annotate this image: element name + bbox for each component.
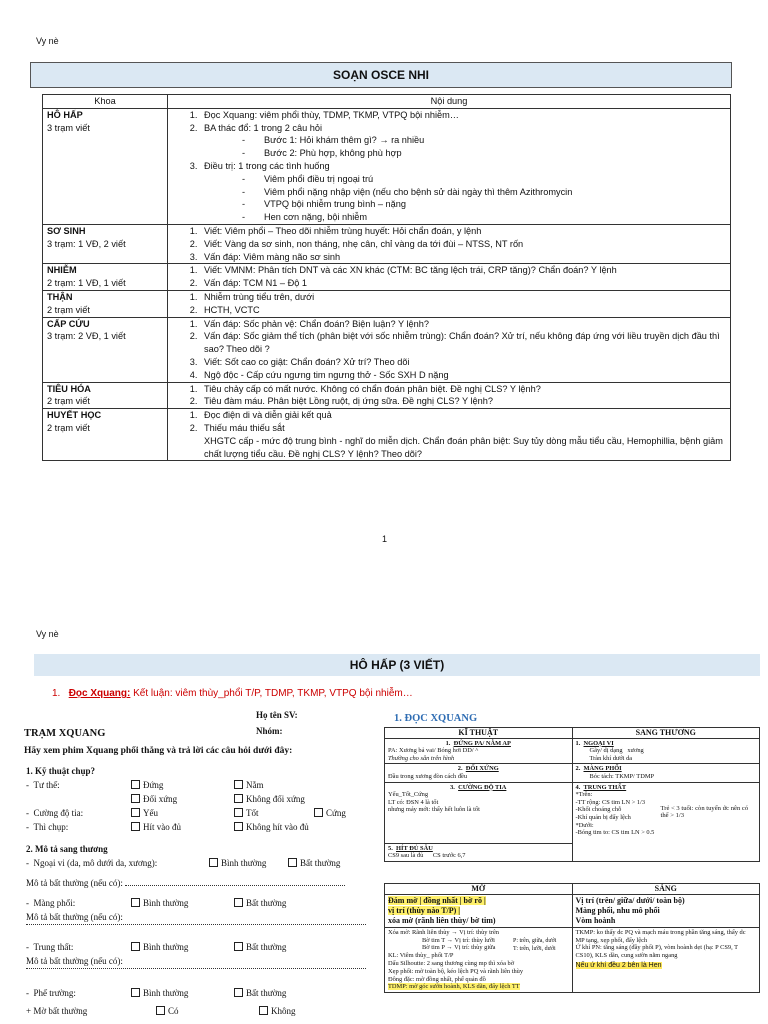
opt-ngoai-vi-bt[interactable]: Bình thường (209, 858, 266, 868)
content-cell (168, 409, 731, 461)
khoa-name: HUYẾT HỌC (47, 410, 102, 421)
phe-truong-label: Phế trường: (33, 988, 76, 998)
checkbox-icon (234, 822, 243, 831)
khoa-cell (43, 264, 168, 291)
answer-line[interactable] (26, 924, 366, 925)
content-cell (168, 290, 731, 317)
opt-khong[interactable]: Không (259, 1006, 296, 1016)
khoa-cell (43, 224, 168, 263)
content-extra: XHGTC cấp - mức độ trung bình - nghĩ do miễn dịch. Chẩn đoán phân biệt: Suy tủy dòng mẫu tiểu cầu, Hemophillia, bệnh giảm chất lượng tiểu cầu. Đề nghị CLS? Y lệnh? Theo dõi? (204, 435, 723, 459)
opt-ngoai-vi-bat[interactable]: Bất thường (288, 858, 340, 868)
s4-cell: 4. TRUNG THẤT *Trên: -TT rộng: CS tim LN > 1/3 -Khối choáng chỗ -Khí quản bị đẩy lệch *Dưới: -Bóng tim to: CS tim LN > 0.5 Trẻ < 3 tuổi: còn tuyến ức nên có thể > 1/3 (572, 782, 760, 861)
content-item: 1. Viết: VMNM: Phân tích DNT và các XN khác (CTM: BC tăng lệch trái, CRP tăng)? Chẩn đoán? Y lệnh (200, 264, 726, 277)
page-title: SOẠN OSCE NHI (30, 62, 732, 88)
instruction: Hãy xem phim Xquang phổi thẳng và trả lời các câu hỏi dưới đây: (24, 746, 293, 756)
opt-co[interactable]: Có (156, 1006, 179, 1016)
khoa-stations: 2 trạm viết (47, 422, 90, 433)
content-item: 2. Thiếu máu thiếu sắt (200, 422, 726, 435)
content-item: 2. Viết: Vàng da sơ sinh, non tháng, nhẹ cân, chỉ vàng da tới đùi – NTSS, NT rốn (200, 238, 726, 251)
opt-khong-doi-xung[interactable]: Không đối xứng (234, 794, 305, 804)
k5-cell: 5. HÍT ĐỦ SÂU CS9 sau là đủ CS trước 6,7 (385, 843, 573, 861)
khoa-cell (43, 317, 168, 382)
opt-trung-that-bt[interactable]: Bình thường (131, 942, 188, 952)
checkbox-icon (131, 808, 140, 817)
khoa-row (43, 264, 731, 291)
opt-mang-phoi-bt[interactable]: Bình thường (131, 898, 188, 908)
mo-sang-table (384, 883, 760, 993)
ngoai-vi-label: Ngoại vi (da, mô dưới da, xương): (33, 858, 158, 868)
checkbox-icon (156, 1006, 165, 1015)
sub-item: - Viêm phổi nặng nhập viện (nếu cho bệnh sử dài ngày thì thêm Azithromycin (260, 186, 726, 199)
col-mo: MỜ (385, 884, 573, 895)
ki-thuat-table (384, 727, 760, 862)
k2-cell: 2. ĐỐI XỨNG Đầu trong xương đòn cách đều (385, 764, 573, 782)
author-label-2: Vy nè (36, 629, 59, 639)
mang-phoi-label: Màng phổi: (33, 898, 76, 908)
khoa-row (43, 409, 731, 461)
checkbox-icon (234, 942, 243, 951)
content-item: 1. Vấn đáp: Sốc phản vệ: Chẩn đoán? Biện luận? Y lệnh? (200, 318, 726, 331)
content-item: 3. Viết: Sốt cao co giật: Chẩn đoán? Xử trí? Theo dõi (200, 356, 726, 369)
content-item: 2. BA thác đổ: 1 trong 2 câu hỏi - Bước 1: Hỏi khám thêm gì? → ra nhiều - Bước 2: Phù hợp, không phù hợp (200, 122, 726, 160)
col-ki-thuat: KĨ THUẬT (385, 728, 573, 739)
khoa-stations: 3 trạm viết (47, 122, 90, 133)
khoa-stations: 3 trạm: 1 VĐ, 2 viết (47, 238, 126, 249)
content-item: 3. Điều trị: 1 trong các tình huống - Viêm phổi điều trị ngoại trú - Viêm phổi nặng nhập viện (nếu cho bệnh sử dài ngày thì thêm Azithromycin - VTPQ bội nhiễm trung bình – nặng - Hen cơn nặng, bội nhiễm (200, 160, 726, 224)
khoa-name: TIÊU HÓA (47, 383, 91, 394)
checkbox-icon (209, 858, 218, 867)
content-cell (168, 264, 731, 291)
q2-title: 2. Mô tả sang thương (26, 844, 108, 854)
opt-phe-truong-bat[interactable]: Bất thường (234, 988, 286, 998)
opt-trung-that-bat[interactable]: Bất thường (234, 942, 286, 952)
sub-item: - Viêm phổi điều trị ngoại trú (260, 173, 726, 186)
reading-heading: 1. ĐỌC XQUANG (394, 713, 478, 724)
mo-ta-3[interactable]: Mô tả bất thường (nếu có): (26, 956, 123, 966)
checkbox-icon (131, 988, 140, 997)
khoa-name: SƠ SINH (47, 225, 86, 236)
khoa-stations: 3 trạm: 2 VĐ, 1 viết (47, 331, 126, 342)
khoa-row (43, 317, 731, 382)
col-sang-thuong: SANG THƯƠNG (572, 728, 760, 739)
khoa-cell (43, 290, 168, 317)
opt-yeu[interactable]: Yếu (131, 808, 158, 818)
page-number: 1 (382, 534, 388, 544)
content-cell (168, 382, 731, 409)
sub-item: - Bước 2: Phù hợp, không phù hợp (260, 147, 726, 160)
col-khoa: Khoa (43, 95, 168, 109)
content-item: 1. Nhiễm trùng tiểu trên, dưới (200, 291, 726, 304)
author-label: Vy nè (36, 36, 59, 46)
mo-bat-thuong-label: + Mờ bất thường (26, 1006, 88, 1016)
checkbox-icon (131, 898, 140, 907)
sub-item: - Bước 1: Hỏi khám thêm gì? → ra nhiều (260, 134, 726, 147)
checkbox-icon (131, 780, 140, 789)
sub-item: - Hen cơn nặng, bội nhiễm (260, 211, 726, 224)
opt-nam[interactable]: Nằm (234, 780, 264, 790)
content-item: 4. Ngộ độc - Cấp cứu ngưng tim ngưng thở - Sốc SXH D nặng (200, 369, 726, 382)
s1-cell: 1. NGOẠI VI Gãy/ dị dạng xương Tràn khí dưới da (572, 738, 760, 764)
content-item: 2. Tiêu đàm máu. Phân biệt Lồng ruột, dị ứng sữa. Đề nghị CLS? Y lệnh? (200, 395, 726, 408)
content-item: 1. Đọc điện di và diễn giải kết quả (200, 409, 726, 422)
sub-item: - VTPQ bội nhiễm trung bình – nặng (260, 198, 726, 211)
checkbox-icon (314, 808, 323, 817)
mo-ta-1[interactable]: Mô tả bất thường (nếu có): (26, 878, 370, 888)
khoa-row (43, 224, 731, 263)
content-item: 2. Vấn đáp: Sốc giảm thể tích (phân biệt với sốc nhiễm trùng): Chẩn đoán? Xử trí, nếu không đáp ứng với liều truyền dịch đầu thì sao? Theo dõi ? (200, 330, 726, 356)
tram-title: TRẠM XQUANG (24, 728, 106, 739)
khoa-name: CẤP CỨU (47, 318, 90, 329)
q1-title: 1. Kỹ thuật chụp? (26, 766, 96, 776)
cuong-do-tia-label: Cường độ tia: (33, 808, 84, 818)
k3-cell: 3. CƯỜNG ĐỘ TIA Yếu_Tốt_Cứng LT có: ĐSN 4 là tốt nhưng máy mới: thấy hết luôn là tốt (385, 782, 573, 843)
content-item: 3. Vấn đáp: Viêm màng não sơ sinh (200, 251, 726, 264)
checkbox-icon (234, 794, 243, 803)
answer-line[interactable] (26, 968, 366, 969)
mo-detail: Xóa mờ: Rãnh liên thùy → Vị trí: thùy trên Bờ tim T → Vị trí: thùy lưỡi Bờ tim P → Vị trí: thùy giữa KL: Viêm thùy_ phổi T/P Dấu Silhoutte: 2 sang thương cùng mp thì xóa bờ Xẹp phổi: mờ toàn bộ, kéo lệch PQ và rãnh liên thùy Đông đặc: mờ đồng nhất, phế quản đồ TDMP: mờ góc sườn hoành, KLS dãn, đẩy lệch TT P: trên, giữa, dưới T: trên, lưỡi, dưới (385, 927, 573, 992)
opt-dung[interactable]: Đứng (131, 780, 163, 790)
content-item: 1. Viết: Viêm phổi – Theo dõi nhiễm trùng huyết: Hỏi chẩn đoán, y lệnh (200, 225, 726, 238)
section-title: HÔ HẤP (3 VIẾT) (34, 654, 760, 676)
content-cell (168, 108, 731, 224)
xquang-line (52, 688, 413, 699)
nhom-label: Nhóm: (256, 726, 283, 736)
khoa-name: NHIỄM (47, 265, 77, 276)
content-cell (168, 224, 731, 263)
content-item: 1. Đọc Xquang: viêm phổi thùy, TDMP, TKMP, VTPQ bội nhiễm… (200, 109, 726, 122)
col-noi-dung: Nội dung (168, 95, 731, 109)
checkbox-icon (131, 942, 140, 951)
item-text: Kết luận: viêm thùy_phổi T/P, TDMP, TKMP, VTPQ bội nhiễm… (133, 688, 413, 699)
checkbox-icon (131, 822, 140, 831)
checkbox-icon (259, 1006, 268, 1015)
opt-khong-hit-vao-du[interactable]: Không hít vào đủ (234, 822, 309, 832)
opt-hit-vao-du[interactable]: Hít vào đủ (131, 822, 181, 832)
content-cell (168, 317, 731, 382)
k1-cell: 1. ĐỨNG PA/ NẰM AP PA: Xương bả vai/ Bóng hơi DD/ ^ Thường cho sẵn trên hình (385, 738, 573, 764)
khoa-stations: 2 trạm: 1 VĐ, 1 viết (47, 278, 126, 289)
item-label: Đọc Xquang: (68, 688, 131, 699)
opt-mang-phoi-bat[interactable]: Bất thường (234, 898, 286, 908)
tu-the-label: Tư thế: (33, 780, 60, 790)
mo-header: Đám mờ | đồng nhất | bờ rõ | vị trí (thùy nào T/P) | xóa mờ (rãnh liên thùy/ bờ tim) (385, 894, 573, 927)
content-item: 2. HCTH, VCTC (200, 304, 726, 317)
checkbox-icon (234, 988, 243, 997)
opt-cung[interactable]: Cứng (314, 808, 346, 818)
checkbox-icon (131, 794, 140, 803)
col-sang: SÁNG (572, 884, 760, 895)
khoa-stations: 2 trạm viết (47, 396, 90, 407)
checkbox-icon (288, 858, 297, 867)
opt-tot[interactable]: Tốt (234, 808, 259, 818)
s2-cell: 2. MÀNG PHỔI Bóc tách: TKMP/ TDMP (572, 764, 760, 782)
khoa-cell (43, 108, 168, 224)
checkbox-icon (234, 780, 243, 789)
khoa-stations: 2 trạm viết (47, 304, 90, 315)
content-item: 2. Vấn đáp: TCM N1 – Độ 1 (200, 277, 726, 290)
khoa-cell (43, 382, 168, 409)
checkbox-icon (234, 898, 243, 907)
khoa-name: THẬN (47, 291, 73, 302)
ho-ten-label: Họ tên SV: (256, 710, 298, 720)
content-item: 1. Tiêu chảy cấp có mất nước. Không có chẩn đoán phân biệt. Đề nghị CLS? Y lệnh? (200, 383, 726, 396)
opt-phe-truong-bt[interactable]: Bình thường (131, 988, 188, 998)
thi-chup-label: Thì chụp: (33, 822, 69, 832)
mo-ta-2[interactable]: Mô tả bất thường (nếu có): (26, 912, 123, 922)
khoa-row (43, 290, 731, 317)
osce-table (42, 94, 731, 461)
khoa-row (43, 382, 731, 409)
khoa-name: HÔ HẤP (47, 109, 83, 120)
checkbox-icon (234, 808, 243, 817)
opt-doi-xung[interactable]: Đối xứng (131, 794, 177, 804)
xquang-form: Họ tên SV: Nhóm: TRẠM XQUANG Hãy xem phim Xquang phổi thẳng và trả lời các câu hỏi dưới đây: 1. Kỹ thuật chụp? - Tư thế: Đứng Nằm Đối xứng Không đối xứng - Cường độ tia: Yếu Tốt Cứng - Thì chụp: Hít vào đủ Không hít vào đủ 2. Mô tả sang thương - Ngoại vi (da, mô dưới da, xương): Bình thường Bất thường Mô tả bất thường (nếu có): - Màng phổi: Bình thường Bất thường Mô tả bất thường (nếu có): - Trung thất: Bình thường Bất thường Mô tả bất thường (nếu có): - Phế trường: Bình thường Bất thường + Mờ bất thường Có Không (24, 708, 376, 1024)
sang-detail: TKMP: ko thấy dc PQ và mạch máu trong phần tăng sáng, thấy dc MP tạng, xẹp phổi, đẩy lệch Ứ khí PN: tăng sáng (đầy phổi P), vòm hoành dẹt (hạ: P CS9, T CS10), KLS dãn, cung sườn nằm ngang Nếu ứ khí đều 2 bên là Hen (572, 927, 760, 992)
item-number: 1. (52, 688, 61, 699)
trung-that-label: Trung thất: (33, 942, 74, 952)
sang-header: Vị trí (trên/ giữa/ dưới/ toàn bộ) Màng phổi, nhu mô phổi Vòm hoành (572, 894, 760, 927)
khoa-cell (43, 409, 168, 461)
khoa-row (43, 108, 731, 224)
